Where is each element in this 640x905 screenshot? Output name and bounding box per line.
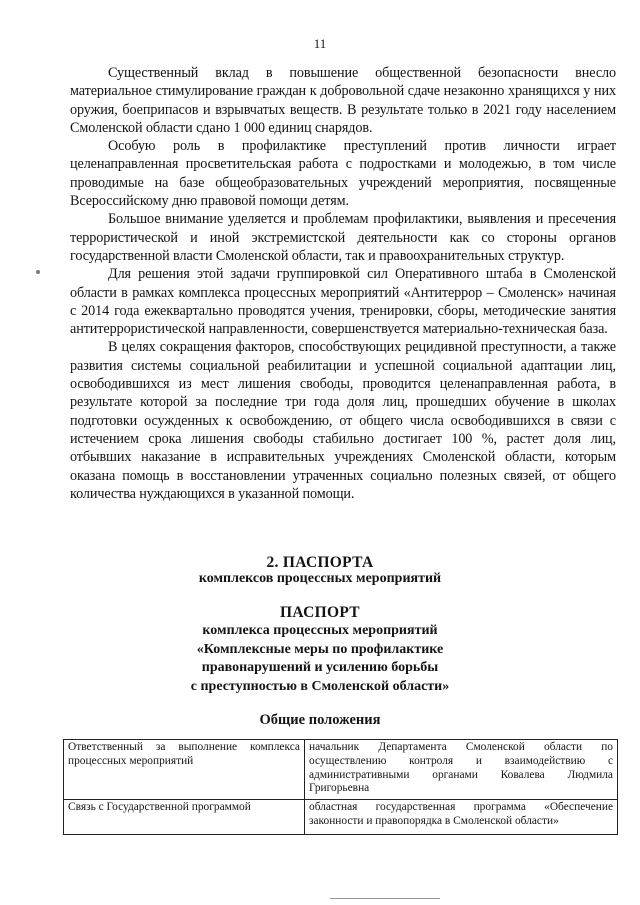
passport-title-line: с преступностью в Смоленской области» <box>190 678 450 694</box>
passport-title-line: правонарушений и усилению борьбы <box>201 660 439 675</box>
general-provisions-heading: Общие положения <box>259 712 381 728</box>
passport-title-block <box>0 622 640 696</box>
paragraph-weapons-surrender: Существенный вклад в повышение общественной безопасности внесло материальное стимулирование граждан к добровольной сдаче незаконно хранящихся у них оружия, боеприпасов и взрывчатых веществ. В результате только в 2021 году населением Смоленской области сдано 1 000 единиц снарядов. <box>70 65 616 136</box>
passport-heading: ПАСПОРТ <box>280 604 360 621</box>
scan-artifact <box>36 270 40 274</box>
page-number: 11 <box>313 36 327 51</box>
paragraph-youth-education: Особую роль в профилактике преступлений против личности играет целенаправленная просветительская работа с подростками и молодежью, в том числе проводимые на базе общеобразовательных учреждений мероприятия, посвященные Всероссийскому дню правовой помощи детям. <box>70 138 616 210</box>
table-cell-label: Ответственный за выполнение комплекса процессных мероприятий <box>64 740 305 800</box>
scan-artifact <box>330 898 440 899</box>
paragraph-extremism-prevention: Большое внимание уделяется и проблемам профилактики, выявления и пресечения террористической и иной экстремистской деятельности как со стороны органов государственной власти Смоленской области, так и правоохранительных структур. <box>70 211 616 264</box>
paragraph-recidivism: В целях сокращения факторов, способствующих рецидивной преступности, а также развития системы социальной реабилитации и успешной социальной адаптации лиц, освободившихся из мест лишения свободы, проводится целенаправленная работа, в результате которой за последние три года доля лиц, прошедших обучение в школах подготовки осужденных к освобождению, от общего числа освободившихся в связи с истечением срока лишения свободы стабильно достигает 100 %, растет доля лиц, отбывших наказание в исправительных учреждениях Смоленской области, которым оказана помощь в восстановлении утраченных социально полезных связей, от общего количества нуждающихся в указанной помощи. <box>70 339 616 502</box>
section-subtitle: комплексов процессных мероприятий <box>198 571 442 586</box>
table-cell-value: областная государственная программа «Обеспечение законности и правопорядка в Смоленской области» <box>305 800 618 835</box>
passport-title-line: «Комплексные меры по профилактике <box>196 641 444 657</box>
table-cell-value: начальник Департамента Смоленской области по осуществлению контроля и взаимодействию с административными органами Ковалева Людмила Григорьевна <box>305 740 618 800</box>
passport-title-line: комплекса процессных мероприятий <box>202 623 438 638</box>
section-title: 2. ПАСПОРТА <box>266 554 374 571</box>
paragraph-antiterror: Для решения этой задачи группировкой сил Оперативного штаба в Смоленской области в рамках комплекса процессных мероприятий «Антитеррор – Смоленск» начиная с 2014 года ежеквартально проводятся учения, тренировки, сборы, методические занятия антитеррористической направленности, совершенствуется материально-техническая база. <box>70 266 616 338</box>
table-row <box>64 800 618 835</box>
table-cell-label: Связь с Государственной программой <box>64 800 305 835</box>
general-provisions-table <box>63 739 618 835</box>
table-row <box>64 740 618 800</box>
body-text <box>70 64 616 503</box>
